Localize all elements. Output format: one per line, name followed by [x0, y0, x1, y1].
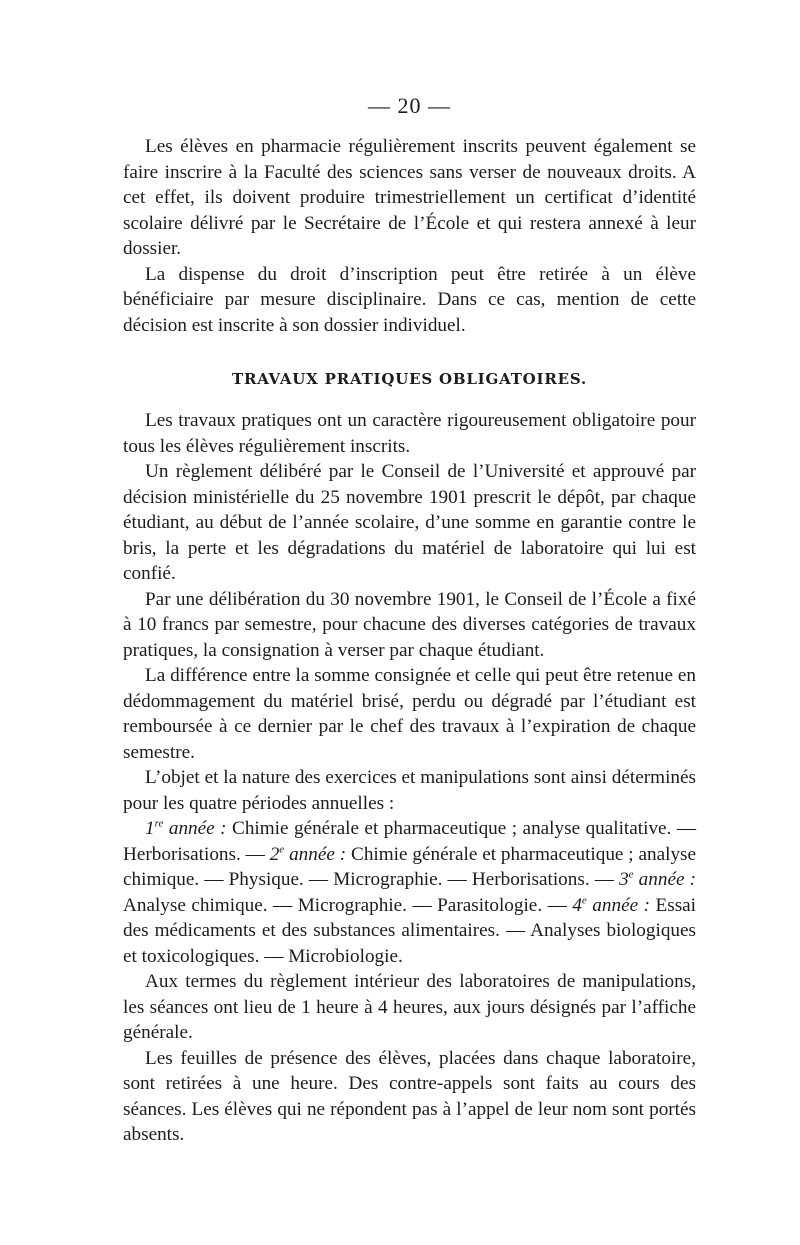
paragraph-exemption-withdrawal: La dispense du droit d’inscription peut être retirée à un élève bénéficiaire par mesure disciplinaire. Dans ce cas, mention de cette décision est inscrite à son dossier individuel. [123, 263, 696, 336]
paragraph-refund: La différence entre la somme consignée et celle qui peut être retenue en dédommagement du matériel brisé, perdu ou dégradé par l’étudiant est remboursée à ce dernier par le chef des travaux à l’expiration de chaque semestre. [123, 665, 696, 763]
year-4-label: 4e année : [572, 894, 650, 916]
paragraph-deposit-regulation: Un règlement délibéré par le Conseil de l’Université et approuvé par décision ministérielle du 25 novembre 1901 prescrit le dépôt, par chaque étudiant, au début de l’année scolaire, d’une somme en garantie contre le bris, la perte et les dégradations du matériel de laboratoire qui lui est confié. [123, 461, 696, 584]
paragraph-deposit-amount: Par une délibération du 30 novembre 1901, le Conseil de l’École a fixé à 10 francs par semestre, pour chacune des diverses catégories de travaux pratiques, la consignation à verser par chaque étudiant. [123, 588, 696, 661]
document-page [123, 92, 696, 1148]
paragraph-session-hours: Aux termes du règlement intérieur des laboratoires de manipulations, les séances ont lieu de 1 heure à 4 heures, aux jours désignés par l’affiche générale. [123, 971, 696, 1043]
paragraph-yearly-program [123, 816, 696, 969]
paragraph-mandatory-practicals: Les travaux pratiques ont un caractère rigoureusement obligatoire pour tous les élèves régulièrement inscrits. [123, 410, 696, 457]
page-number: — 20 — [368, 93, 451, 118]
year-1-text: Chimie générale et pharmaceutique ; analyse qualitative. — Herborisations. — [123, 818, 697, 865]
year-3-label: 3e année : [619, 868, 696, 890]
paragraph-exercises-intro: L’objet et la nature des exercices et manipulations sont ainsi déterminés pour les quatre périodes annuelles : [123, 767, 696, 814]
paragraph-enrollment-sciences: Les élèves en pharmacie régulièrement inscrits peuvent également se faire inscrire à la Faculté des sciences sans verser de nouveaux droits. A cet effet, ils doivent produire trimestriellement un certificat d’identité scolaire délivré par le Secrétaire de l’École et qui restera annexé à leur dossier. [123, 136, 696, 259]
year-2-label: 2e année : [269, 843, 347, 865]
year-1-label: 1re année : [145, 817, 227, 839]
year-4-text: Essai des médicaments et des substances alimentaires. — Analyses biologiques et toxicologiques. — Microbiologie. [123, 894, 697, 967]
year-3-text: Analyse chimique. — Micrographie. — Parasitologie. — [123, 894, 567, 916]
year-2-text: Chimie générale et pharmaceutique ; analyse chimique. — Physique. — Micrographie. — Herborisations. — [123, 843, 697, 890]
section-title: TRAVAUX PRATIQUES OBLIGATOIRES. [231, 370, 587, 388]
paragraph-attendance: Les feuilles de présence des élèves, placées dans chaque laboratoire, sont retirées à une heure. Des contre-appels sont faits au cours des séances. Les élèves qui ne répondent pas à l’appel de leur nom sont portés absents. [123, 1047, 696, 1145]
